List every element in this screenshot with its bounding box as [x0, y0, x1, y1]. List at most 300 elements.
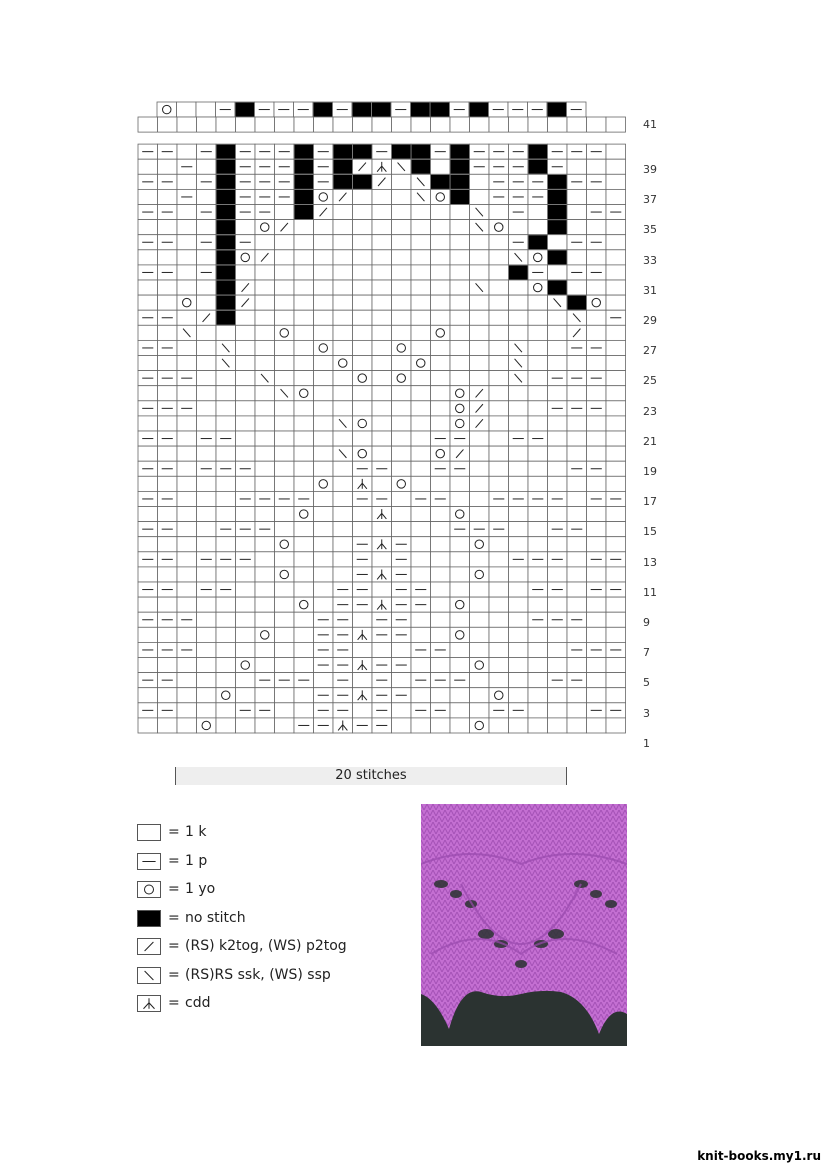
- chart-cell: [275, 491, 295, 506]
- chart-cell: [411, 673, 431, 688]
- chart-row: [138, 673, 626, 688]
- chart-cell: [294, 356, 314, 371]
- chart-cell: [528, 688, 548, 703]
- chart-cell: [587, 582, 607, 597]
- chart-cell: [333, 491, 353, 506]
- chart-cell: [294, 371, 314, 386]
- chart-cell: [567, 265, 587, 280]
- chart-cell: [392, 295, 412, 310]
- chart-cell: [294, 567, 314, 582]
- chart-cell: [138, 567, 158, 582]
- chart-cell: [567, 371, 587, 386]
- chart-cell: [548, 144, 568, 159]
- chart-cell: [548, 658, 568, 673]
- legend-equals: =: [168, 909, 180, 926]
- chart-cell: [216, 356, 236, 371]
- chart-cell: [353, 507, 373, 522]
- chart-cell: [138, 552, 158, 567]
- chart-cell: [158, 265, 178, 280]
- chart-cell: [158, 612, 178, 627]
- chart-cell: [197, 325, 217, 340]
- chart-cell: [294, 522, 314, 537]
- chart-cell: [606, 159, 626, 174]
- chart-cell: [509, 461, 529, 476]
- chart-cell: [158, 117, 178, 132]
- chart-cell: [489, 235, 509, 250]
- chart-cell: [236, 537, 256, 552]
- chart-cell: [236, 265, 256, 280]
- chart-cell: [314, 582, 334, 597]
- chart-cell: [333, 371, 353, 386]
- chart-cell: [489, 461, 509, 476]
- chart-cell: [158, 567, 178, 582]
- chart-cell: [236, 673, 256, 688]
- chart-cell: [333, 703, 353, 718]
- chart-cell: [255, 265, 275, 280]
- chart-cell: [294, 612, 314, 627]
- chart-cell: [236, 280, 256, 295]
- chart-cell: [567, 597, 587, 612]
- chart-cell: [411, 386, 431, 401]
- chart-cell: [606, 356, 626, 371]
- chart-row: [138, 295, 626, 310]
- chart-cell: [411, 265, 431, 280]
- chart-cell: [606, 522, 626, 537]
- chart-cell: [392, 612, 412, 627]
- chart-cell: [177, 325, 197, 340]
- chart-cell: [450, 356, 470, 371]
- chart-cell: [275, 295, 295, 310]
- chart-cell: [392, 356, 412, 371]
- chart-cell: [158, 658, 178, 673]
- chart-cell: [197, 220, 217, 235]
- chart-cell: [314, 718, 334, 733]
- chart-cell: [197, 371, 217, 386]
- chart-cell: [333, 627, 353, 642]
- chart-cell: [411, 159, 431, 174]
- chart-cell: [216, 325, 236, 340]
- chart-cell: [372, 537, 392, 552]
- chart-cell: [177, 295, 197, 310]
- chart-cell: [470, 522, 490, 537]
- chart-cell: [509, 174, 529, 189]
- chart-cell: [567, 627, 587, 642]
- chart-cell: [392, 431, 412, 446]
- chart-cell: [606, 642, 626, 657]
- chart-cell: [275, 280, 295, 295]
- chart-cell: [392, 280, 412, 295]
- chart-cell: [567, 446, 587, 461]
- chart-cell: [333, 325, 353, 340]
- chart-cell: [392, 340, 412, 355]
- chart-cell: [606, 673, 626, 688]
- chart-cell: [177, 461, 197, 476]
- chart-cell: [470, 627, 490, 642]
- chart-cell: [333, 220, 353, 235]
- chart-cell: [567, 159, 587, 174]
- chart-row: [138, 537, 626, 552]
- chart-cell: [158, 340, 178, 355]
- cdd-icon: [137, 995, 161, 1012]
- chart-cell: [177, 582, 197, 597]
- lace-shawl-photo: [421, 804, 627, 1046]
- chart-cell: [275, 673, 295, 688]
- chart-cell: [606, 144, 626, 159]
- chart-cell: [509, 235, 529, 250]
- chart-cell: [470, 491, 490, 506]
- chart-cell: [489, 491, 509, 506]
- chart-row: [138, 144, 626, 159]
- chart-cell: [567, 280, 587, 295]
- chart-cell: [606, 476, 626, 491]
- chart-cell: [509, 522, 529, 537]
- chart-cell: [372, 612, 392, 627]
- chart-cell: [470, 265, 490, 280]
- chart-cell: [509, 703, 529, 718]
- chart-cell: [294, 658, 314, 673]
- chart-cell: [489, 446, 509, 461]
- chart-cell: [275, 461, 295, 476]
- chart-cell: [450, 189, 470, 204]
- chart-cell: [431, 627, 451, 642]
- chart-cell: [567, 416, 587, 431]
- chart-cell: [469, 102, 489, 117]
- chart-cell: [138, 476, 158, 491]
- chart-cell: [606, 658, 626, 673]
- chart-cell: [509, 205, 529, 220]
- chart-cell: [333, 102, 353, 117]
- chart-cell: [450, 250, 470, 265]
- chart-cell: [314, 597, 334, 612]
- chart-cell: [606, 718, 626, 733]
- chart-cell: [216, 174, 236, 189]
- chart-cell: [216, 235, 236, 250]
- chart-cell: [236, 491, 256, 506]
- chart-cell: [372, 688, 392, 703]
- legend-item: [137, 851, 407, 880]
- chart-cell: [294, 102, 314, 117]
- chart-cell: [509, 356, 529, 371]
- chart-cell: [431, 159, 451, 174]
- chart-cell: [509, 627, 529, 642]
- chart-cell: [138, 642, 158, 657]
- chart-cell: [489, 688, 509, 703]
- chart-cell: [353, 325, 373, 340]
- chart-cell: [372, 507, 392, 522]
- chart-cell: [255, 688, 275, 703]
- chart-cell: [411, 250, 431, 265]
- chart-cell: [548, 295, 568, 310]
- chart-cell: [606, 597, 626, 612]
- chart-cell: [314, 552, 334, 567]
- chart-cell: [372, 220, 392, 235]
- chart-cell: [587, 356, 607, 371]
- chart-cell: [255, 491, 275, 506]
- chart-cell: [353, 476, 373, 491]
- chart-cell: [372, 386, 392, 401]
- knit-icon: [137, 824, 161, 841]
- chart-cell: [138, 431, 158, 446]
- chart-cell: [411, 371, 431, 386]
- chart-cell: [314, 265, 334, 280]
- chart-cell: [197, 522, 217, 537]
- chart-cell: [392, 567, 412, 582]
- chart-cell: [255, 522, 275, 537]
- chart-cell: [158, 280, 178, 295]
- chart-cell: [528, 552, 548, 567]
- chart-cell: [372, 582, 392, 597]
- chart-cell: [314, 205, 334, 220]
- chart-cell: [197, 386, 217, 401]
- chart-cell: [275, 431, 295, 446]
- chart-cell: [411, 461, 431, 476]
- chart-cell: [548, 446, 568, 461]
- chart-cell: [197, 159, 217, 174]
- chart-cell: [372, 658, 392, 673]
- chart-cell: [157, 102, 177, 117]
- chart-cell: [392, 688, 412, 703]
- chart-cell: [470, 356, 490, 371]
- chart-cell: [255, 144, 275, 159]
- chart-cell: [470, 658, 490, 673]
- chart-cell: [275, 597, 295, 612]
- chart-cell: [197, 658, 217, 673]
- chart-cell: [353, 159, 373, 174]
- chart-cell: [314, 431, 334, 446]
- chart-cell: [509, 159, 529, 174]
- chart-cell: [236, 386, 256, 401]
- chart-cell: [450, 461, 470, 476]
- chart-cell: [548, 250, 568, 265]
- chart-cell: [509, 446, 529, 461]
- chart-cell: [528, 220, 548, 235]
- chart-cell: [197, 356, 217, 371]
- chart-top-row: [157, 102, 586, 117]
- chart-cell: [548, 325, 568, 340]
- chart-cell: [197, 416, 217, 431]
- chart-cell: [489, 537, 509, 552]
- chart-cell: [255, 703, 275, 718]
- chart-cell: [606, 627, 626, 642]
- chart-row: [138, 491, 626, 506]
- chart-cell: [177, 688, 197, 703]
- chart-cell: [275, 627, 295, 642]
- chart-cell: [275, 401, 295, 416]
- chart-cell: [236, 117, 256, 132]
- chart-cell: [158, 189, 178, 204]
- chart-cell: [450, 416, 470, 431]
- chart-cell: [528, 325, 548, 340]
- chart-cell: [372, 295, 392, 310]
- chart-cell: [197, 265, 217, 280]
- chart-cell: [314, 356, 334, 371]
- chart-cell: [431, 416, 451, 431]
- chart-cell: [353, 658, 373, 673]
- chart-cell: [431, 144, 451, 159]
- chart-cell: [548, 612, 568, 627]
- chart-cell: [158, 416, 178, 431]
- chart-cell: [275, 220, 295, 235]
- chart-cell: [255, 280, 275, 295]
- chart-cell: [236, 476, 256, 491]
- chart-cell: [606, 117, 626, 132]
- chart-cell: [294, 280, 314, 295]
- chart-cell: [587, 552, 607, 567]
- chart-cell: [294, 340, 314, 355]
- chart-row: [138, 718, 626, 733]
- chart-cell: [255, 174, 275, 189]
- chart-cell: [411, 537, 431, 552]
- chart-cell: [606, 401, 626, 416]
- chart-cell: [294, 144, 314, 159]
- chart-cell: [255, 582, 275, 597]
- chart-cell: [528, 461, 548, 476]
- chart-cell: [255, 461, 275, 476]
- chart-cell: [255, 159, 275, 174]
- chart-cell: [489, 356, 509, 371]
- chart-cell: [314, 688, 334, 703]
- chart-cell: [431, 250, 451, 265]
- chart-cell: [275, 446, 295, 461]
- chart-cell: [606, 446, 626, 461]
- chart-cell: [216, 688, 236, 703]
- chart-cell: [489, 325, 509, 340]
- chart-cell: [314, 461, 334, 476]
- row-number: 37: [643, 193, 657, 207]
- chart-cell: [177, 446, 197, 461]
- chart-cell: [470, 310, 490, 325]
- chart-cell: [236, 220, 256, 235]
- chart-cell: [255, 310, 275, 325]
- chart-cell: [353, 446, 373, 461]
- chart-cell: [509, 189, 529, 204]
- chart-cell: [411, 552, 431, 567]
- row-number: 11: [643, 585, 657, 599]
- chart-cell: [353, 340, 373, 355]
- chart-cell: [489, 205, 509, 220]
- row-number: 31: [643, 283, 657, 297]
- chart-cell: [587, 416, 607, 431]
- chart-cell: [158, 582, 178, 597]
- chart-cell: [470, 673, 490, 688]
- chart-cell: [314, 325, 334, 340]
- chart-cell: [333, 144, 353, 159]
- chart-cell: [470, 235, 490, 250]
- chart-cell: [606, 174, 626, 189]
- chart-cell: [489, 552, 509, 567]
- chart-cell: [509, 280, 529, 295]
- chart-cell: [294, 537, 314, 552]
- chart-cell: [333, 117, 353, 132]
- chart-cell: [275, 189, 295, 204]
- chart-cell: [567, 340, 587, 355]
- chart-cell: [567, 235, 587, 250]
- chart-cell: [372, 642, 392, 657]
- chart-cell: [314, 401, 334, 416]
- row-number: 27: [643, 344, 657, 358]
- chart-cell: [158, 205, 178, 220]
- chart-cell: [275, 117, 295, 132]
- chart-cell: [431, 658, 451, 673]
- chart-cell: [587, 476, 607, 491]
- chart-cell: [353, 612, 373, 627]
- chart-cell: [431, 431, 451, 446]
- chart-cell: [158, 446, 178, 461]
- chart-cell: [275, 476, 295, 491]
- legend-item: [137, 993, 407, 1022]
- chart-cell: [450, 235, 470, 250]
- chart-cell: [353, 673, 373, 688]
- chart-cell: [138, 174, 158, 189]
- chart-cell: [606, 310, 626, 325]
- chart-cell: [606, 507, 626, 522]
- chart-cell: [587, 507, 607, 522]
- chart-cell: [353, 703, 373, 718]
- chart-cell: [216, 461, 236, 476]
- chart-cell: [392, 522, 412, 537]
- chart-cell: [333, 642, 353, 657]
- chart-cell: [431, 340, 451, 355]
- chart-cell: [567, 507, 587, 522]
- chart-cell: [587, 340, 607, 355]
- chart-cell: [392, 159, 412, 174]
- chart-cell: [411, 612, 431, 627]
- chart-cell: [294, 416, 314, 431]
- chart-cell: [138, 537, 158, 552]
- chart-cell: [197, 144, 217, 159]
- chart-cell: [333, 416, 353, 431]
- chart-cell: [158, 310, 178, 325]
- chart-cell: [587, 446, 607, 461]
- chart-cell: [372, 461, 392, 476]
- chart-cell: [138, 416, 158, 431]
- chart-cell: [216, 446, 236, 461]
- chart-cell: [567, 522, 587, 537]
- chart-cell: [314, 371, 334, 386]
- legend-equals: =: [168, 938, 180, 954]
- chart-row: [138, 401, 626, 416]
- chart-cell: [392, 582, 412, 597]
- chart-cell: [197, 401, 217, 416]
- row-number: 41: [643, 118, 657, 131]
- chart-cell: [587, 431, 607, 446]
- chart-cell: [391, 102, 411, 117]
- chart-cell: [158, 250, 178, 265]
- chart-cell: [528, 371, 548, 386]
- chart-cell: [255, 386, 275, 401]
- chart-cell: [314, 340, 334, 355]
- chart-row: [138, 612, 626, 627]
- chart-cell: [314, 310, 334, 325]
- chart-cell: [138, 673, 158, 688]
- chart-cell: [177, 673, 197, 688]
- chart-cell: [353, 582, 373, 597]
- chart-cell: [177, 159, 197, 174]
- chart-cell: [587, 325, 607, 340]
- chart-cell: [489, 280, 509, 295]
- chart-cell: [548, 537, 568, 552]
- chart-cell: [294, 461, 314, 476]
- chart-cell: [197, 673, 217, 688]
- chart-cell: [567, 356, 587, 371]
- chart-cell: [197, 642, 217, 657]
- chart-cell: [372, 416, 392, 431]
- chart-cell: [372, 476, 392, 491]
- yo-icon: [137, 881, 161, 898]
- chart-cell: [392, 310, 412, 325]
- chart-cell: [158, 627, 178, 642]
- chart-cell: [431, 189, 451, 204]
